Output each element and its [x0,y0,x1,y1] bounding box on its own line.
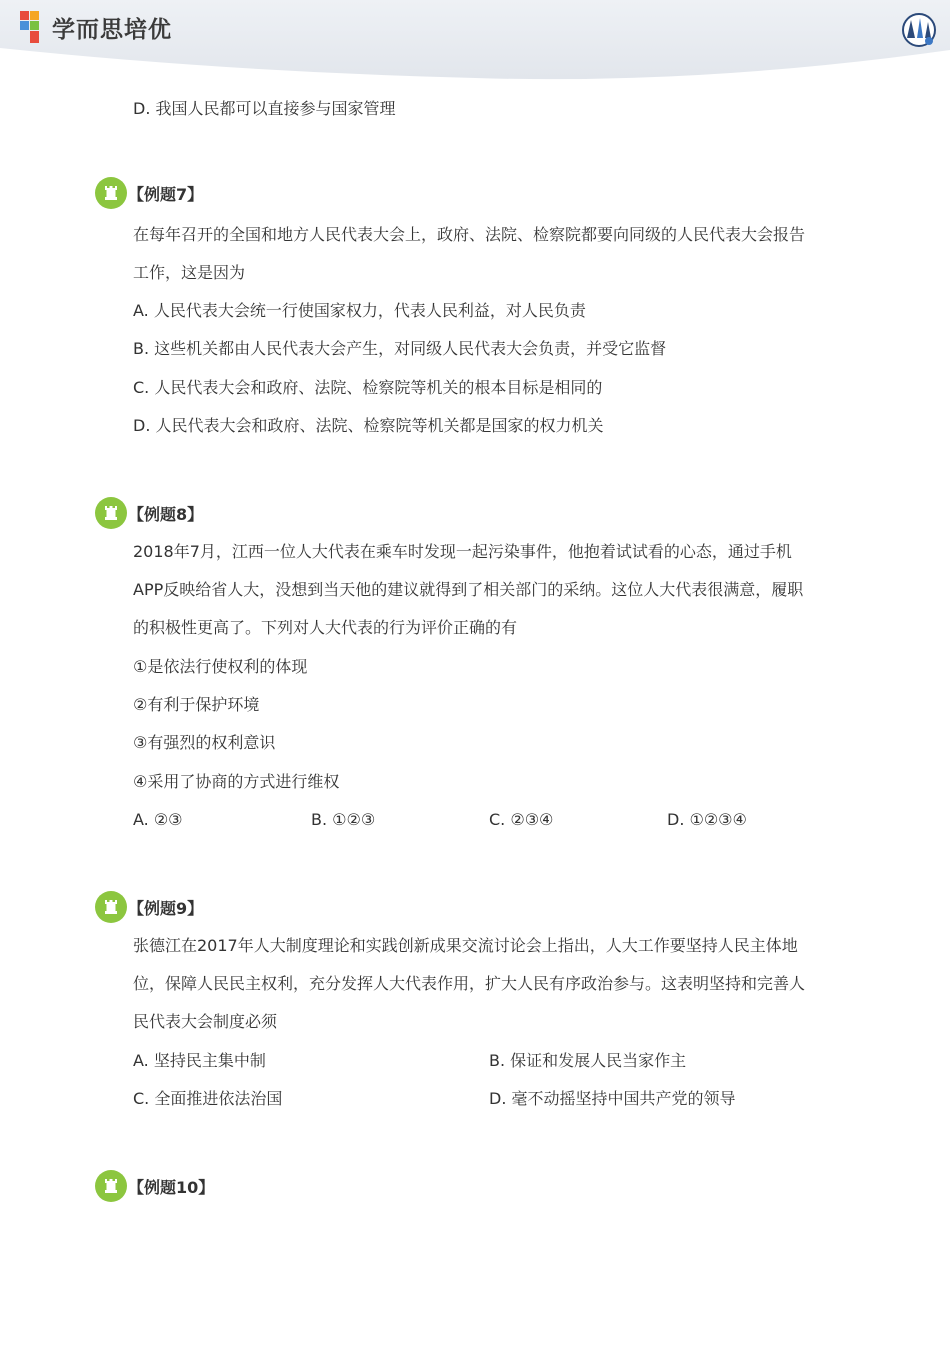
q9-option-d: D. 毫不动摇坚持中国共产党的领导 [489,1089,736,1108]
rook-icon [95,891,127,923]
q8-option-a: A. ②③ [133,810,183,829]
brand-name: 学而思培优 [52,16,172,43]
q8-statement-3: ③有强烈的权利意识 [133,733,276,752]
q7-stem-line-2: 工作，这是因为 [133,263,246,282]
q9-option-c: C. 全面推进依法治国 [133,1089,283,1108]
q8-option-d: D. ①②③④ [667,810,747,829]
q8-stem-line-2: APP反映给省人大，没想到当天他的建议就得到了相关部门的采纳。这位人大代表很满意，履职 [133,580,804,599]
q8-label: 【例题8】 [128,504,204,524]
q8-statement-1: ①是依法行使权利的体现 [133,657,308,676]
q9-label: 【例题9】 [128,898,204,918]
rook-icon [95,1170,127,1202]
q9-option-a: A. 坚持民主集中制 [133,1051,266,1070]
q9-stem-line-2: 位，保障人民民主权利，充分发挥人大代表作用，扩大人民有序政治参与。这表明坚持和完善人 [133,974,806,993]
q8-option-c: C. ②③④ [489,810,554,829]
q9-stem-line-1: 张德江在2017年人大制度理论和实践创新成果交流讨论会上指出，人大工作要坚持人民主体地 [133,936,798,955]
q7-label: 【例题7】 [128,184,204,204]
q9-stem-line-3: 民代表大会制度必须 [133,1012,278,1031]
q7-stem-line-1: 在每年召开的全国和地方人民代表大会上，政府、法院、检察院都要向同级的人民代表大会报告 [133,225,806,244]
q7-option-d: D. 人民代表大会和政府、法院、检察院等机关都是国家的权力机关 [133,416,604,435]
rook-icon [95,497,127,529]
q7-option-c: C. 人民代表大会和政府、法院、检察院等机关的根本目标是相同的 [133,378,603,397]
q8-stem-line-1: 2018年7月，江西一位人大代表在乘车时发现一起污染事件，他抱着试试看的心态，通过手机 [133,542,792,561]
rook-icon [95,177,127,209]
q7-heading [95,177,203,209]
q8-statement-4: ④采用了协商的方式进行维权 [133,772,340,791]
q7-option-a: A. 人民代表大会统一行使国家权力，代表人民利益，对人民负责 [133,301,586,320]
brand-logo [18,8,172,46]
brand-logo-icon [18,8,48,46]
q8-statement-2: ②有利于保护环境 [133,695,260,714]
q8-option-b: B. ①②③ [311,810,376,829]
q8-heading [95,497,203,529]
q10-label: 【例题10】 [128,1177,215,1197]
q10-heading [95,1170,214,1202]
q7-option-b: B. 这些机关都由人民代表大会产生，对同级人民代表大会负责，并受它监督 [133,339,667,358]
q9-option-b: B. 保证和发展人民当家作主 [489,1051,687,1070]
prev-option-d: D. 我国人民都可以直接参与国家管理 [133,99,396,118]
mascot-badge-icon [898,10,940,48]
q9-heading [95,891,203,923]
q8-stem-line-3: 的积极性更高了。下列对人大代表的行为评价正确的有 [133,618,518,637]
